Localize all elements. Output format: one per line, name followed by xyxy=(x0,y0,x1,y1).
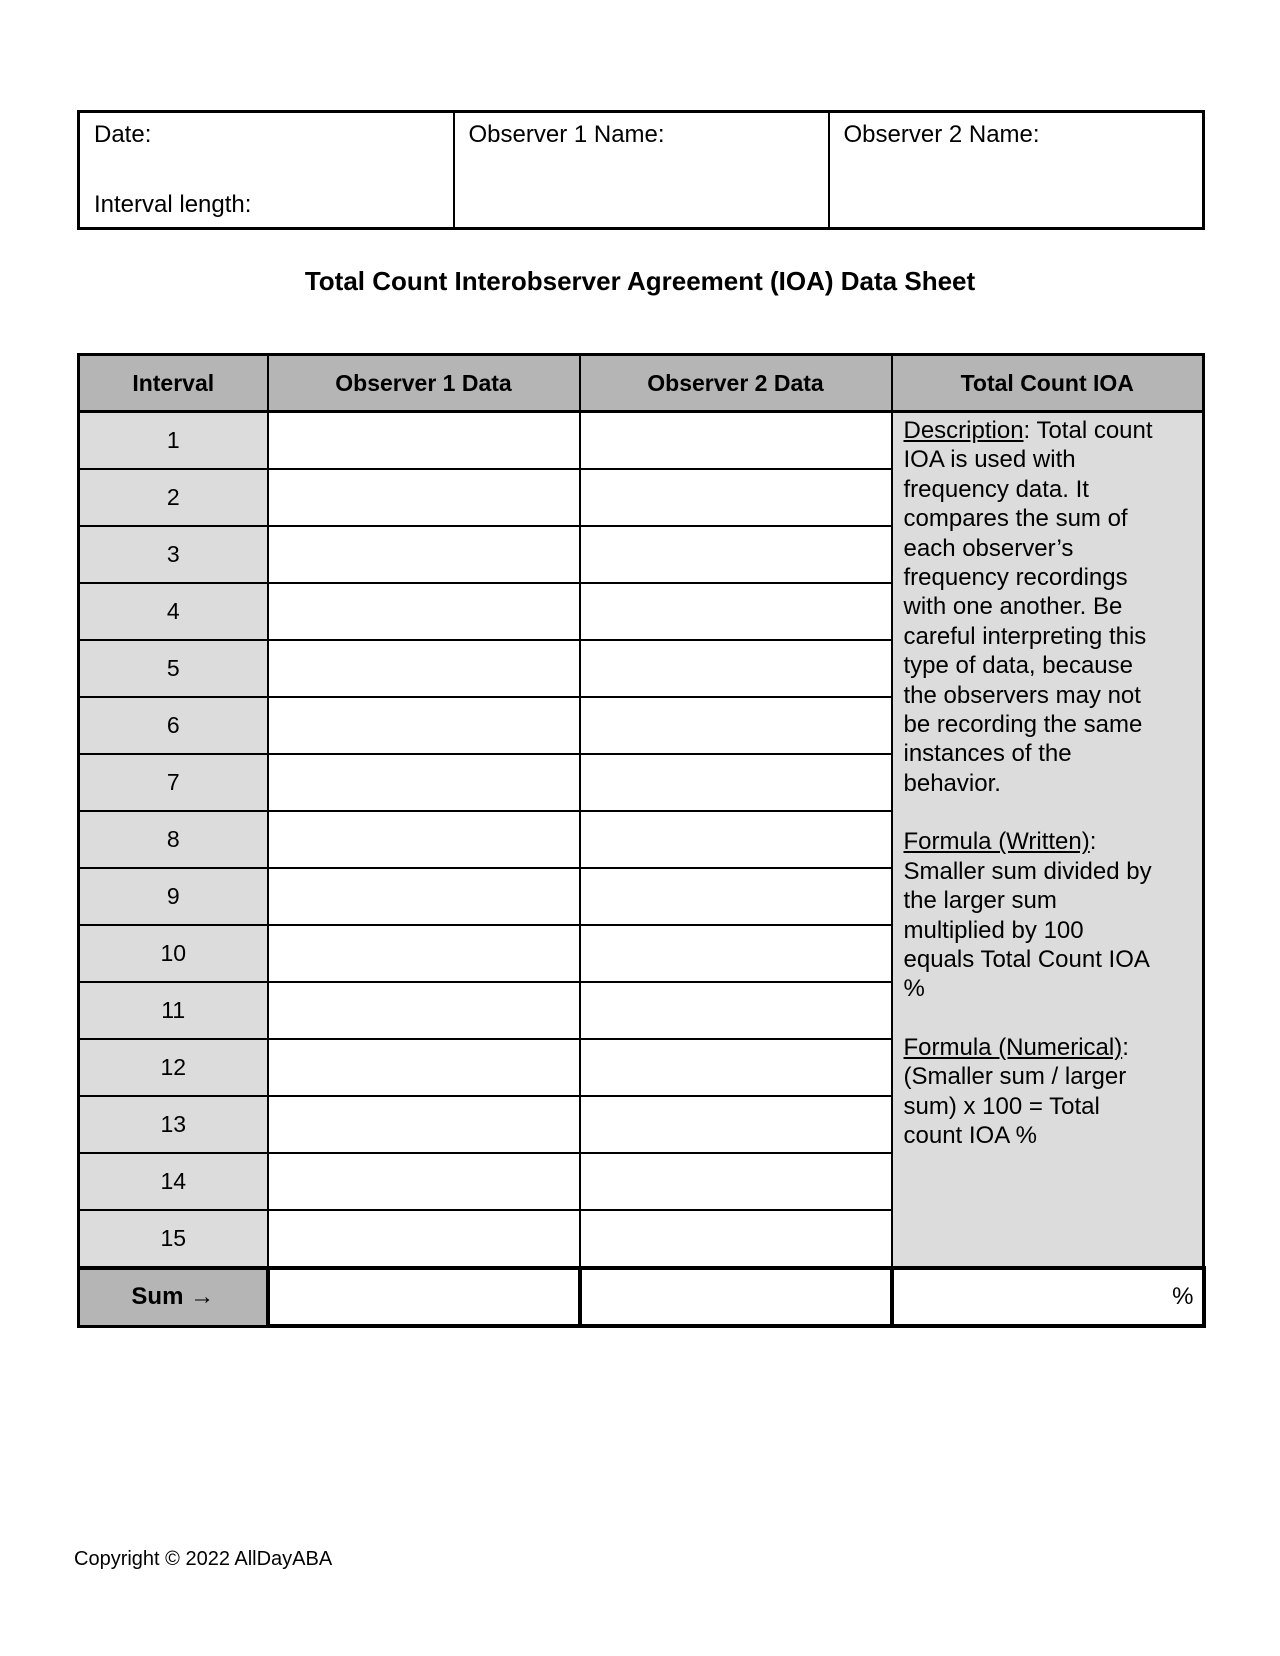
info-box xyxy=(77,110,1205,230)
interval-number-cell: 10 xyxy=(79,925,268,982)
observer2-data-cell[interactable] xyxy=(580,868,892,925)
interval-number-cell: 9 xyxy=(79,868,268,925)
date-and-interval-length-cell[interactable] xyxy=(79,112,454,229)
interval-number-cell: 13 xyxy=(79,1096,268,1153)
observer2-data-cell[interactable] xyxy=(580,1039,892,1096)
observer1-data-cell[interactable] xyxy=(268,925,580,982)
observer2-data-cell[interactable] xyxy=(580,1096,892,1153)
observer1-data-cell[interactable] xyxy=(268,469,580,526)
sum-label-cell: Sum → xyxy=(79,1268,268,1326)
interval-number-cell: 7 xyxy=(79,754,268,811)
date-label: Date: xyxy=(94,121,152,148)
observer2-data-cell[interactable] xyxy=(580,697,892,754)
observer1-data-cell[interactable] xyxy=(268,583,580,640)
observer1-data-cell[interactable] xyxy=(268,1039,580,1096)
observer2-name-cell[interactable] xyxy=(829,112,1204,229)
observer2-data-cell[interactable] xyxy=(580,982,892,1039)
observer1-data-cell[interactable] xyxy=(268,982,580,1039)
observer2-data-cell[interactable] xyxy=(580,583,892,640)
column-header-interval: Interval xyxy=(79,355,268,412)
interval-number-cell: 14 xyxy=(79,1153,268,1210)
observer2-sum-cell[interactable] xyxy=(580,1268,892,1326)
observer1-data-cell[interactable] xyxy=(268,640,580,697)
description-body: : Total count IOA is used with frequency data. It compares the sum of each observer’s frequency recordings with one another. Be careful interpreting this type of data, because the observers may not be recording the same instances of the behavior. xyxy=(903,417,1153,797)
observer1-sum-cell[interactable] xyxy=(268,1268,580,1326)
formula-numerical-paragraph xyxy=(904,1033,1158,1151)
column-header-observer1-data: Observer 1 Data xyxy=(268,355,580,412)
ioa-description-text xyxy=(904,416,1158,1150)
interval-number-cell: 3 xyxy=(79,526,268,583)
interval-number-cell: 6 xyxy=(79,697,268,754)
interval-number-cell: 11 xyxy=(79,982,268,1039)
table-row xyxy=(79,412,1204,470)
interval-number-cell: 5 xyxy=(79,640,268,697)
observer2-data-cell[interactable] xyxy=(580,925,892,982)
total-count-ioa-percent-cell[interactable] xyxy=(892,1268,1204,1326)
interval-number-cell: 1 xyxy=(79,412,268,470)
observer1-data-cell[interactable] xyxy=(268,1210,580,1268)
interval-number-cell: 8 xyxy=(79,811,268,868)
observer1-data-cell[interactable] xyxy=(268,811,580,868)
formula-numerical-label: Formula (Numerical) xyxy=(903,1033,1123,1061)
formula-written-body: : Smaller sum divided by the larger sum multiplied by 100 equals Total Count IOA % xyxy=(903,828,1152,1003)
observer1-data-cell[interactable] xyxy=(268,697,580,754)
ioa-description-paragraph xyxy=(904,416,1158,798)
observer1-name-cell[interactable] xyxy=(454,112,829,229)
interval-number-cell: 2 xyxy=(79,469,268,526)
interval-number-cell: 4 xyxy=(79,583,268,640)
observer1-data-cell[interactable] xyxy=(268,868,580,925)
page-title: Total Count Interobserver Agreement (IOA) Data Sheet xyxy=(304,266,976,296)
observer2-data-cell[interactable] xyxy=(580,1153,892,1210)
column-header-total-count-ioa: Total Count IOA xyxy=(892,355,1204,412)
observer2-data-cell[interactable] xyxy=(580,1210,892,1268)
observer2-data-cell[interactable] xyxy=(580,526,892,583)
interval-number-cell: 15 xyxy=(79,1210,268,1268)
observer2-data-cell[interactable] xyxy=(580,754,892,811)
observer1-data-cell[interactable] xyxy=(268,412,580,470)
ioa-description-cell xyxy=(892,412,1204,1269)
observer1-data-cell[interactable] xyxy=(268,526,580,583)
percent-sign: % xyxy=(1172,1283,1194,1310)
observer2-name-label: Observer 2 Name: xyxy=(843,121,1040,148)
formula-written-label: Formula (Written) xyxy=(903,828,1090,856)
sum-row xyxy=(79,1268,1204,1326)
copyright-text: Copyright © 2022 AllDayABA xyxy=(74,1548,333,1570)
observer1-data-cell[interactable] xyxy=(268,1153,580,1210)
formula-numerical-body: : (Smaller sum / larger sum) x 100 = Total count IOA % xyxy=(903,1033,1129,1149)
header-row xyxy=(79,355,1204,412)
observer2-data-cell[interactable] xyxy=(580,640,892,697)
observer1-data-cell[interactable] xyxy=(268,1096,580,1153)
observer2-data-cell[interactable] xyxy=(580,811,892,868)
interval-length-label: Interval length: xyxy=(94,191,252,218)
ioa-data-table xyxy=(77,353,1206,1328)
observer2-data-cell[interactable] xyxy=(580,469,892,526)
observer1-data-cell[interactable] xyxy=(268,754,580,811)
column-header-observer2-data: Observer 2 Data xyxy=(580,355,892,412)
formula-written-paragraph xyxy=(904,827,1158,1003)
observer2-data-cell[interactable] xyxy=(580,412,892,470)
interval-number-cell: 12 xyxy=(79,1039,268,1096)
info-box-row xyxy=(79,112,1204,229)
observer1-name-label: Observer 1 Name: xyxy=(468,121,665,148)
description-label: Description xyxy=(903,417,1024,444)
